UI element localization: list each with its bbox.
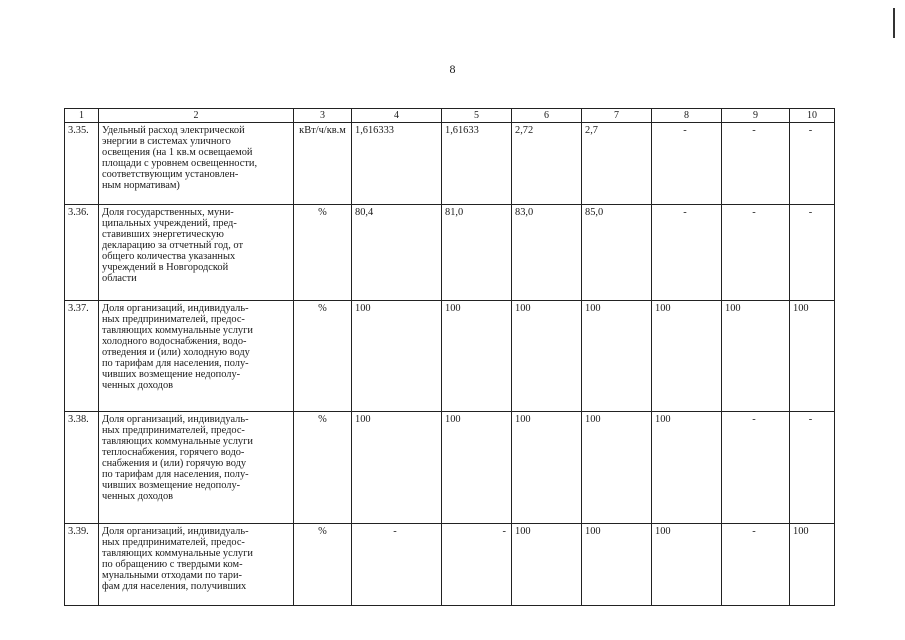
indicator-name-line: по тарифам для населения, полу- — [102, 469, 249, 480]
indicator-name-line: ных предпринимателей, предос- — [102, 425, 245, 436]
value-cell: 100 — [352, 301, 442, 412]
value-cell: - — [652, 205, 722, 301]
value-cell: 100 — [790, 301, 835, 412]
value-cell: 100 — [512, 301, 582, 412]
indicator-name-line: Доля организаций, индивидуаль- — [102, 526, 249, 537]
indicator-name-line: площади с уровнем освещенности, — [102, 158, 258, 169]
indicator-name-line: соответствующим установлен- — [102, 169, 239, 180]
unit-cell: % — [294, 205, 352, 301]
value-cell: 81,0 — [442, 205, 512, 301]
value-cell: - — [790, 123, 835, 205]
indicator-name-line: ципальных учреждений, пред- — [102, 218, 237, 229]
column-number: 7 — [582, 109, 652, 123]
value-cell: 2,7 — [582, 123, 652, 205]
indicator-name-line: фам для населения, получивших — [102, 581, 247, 592]
page-number: 8 — [449, 62, 456, 76]
indicator-name-line: ным нормативам) — [102, 180, 180, 191]
value-cell: 100 — [652, 301, 722, 412]
indicator-name-line: Доля государственных, муни- — [102, 207, 234, 218]
indicator-name-line: снабжения и (или) горячую воду — [102, 458, 247, 469]
value-cell: 100 — [652, 412, 722, 524]
value-cell: 100 — [442, 301, 512, 412]
table-row — [65, 205, 835, 301]
indicator-name-line: по обращению с твердыми ком- — [102, 559, 243, 570]
column-number: 1 — [65, 109, 99, 123]
unit-cell: % — [294, 301, 352, 412]
indicator-name-line: декларацию за отчетный год, от — [102, 240, 244, 251]
row-number: 3.39. — [65, 524, 99, 606]
indicator-name — [99, 123, 294, 205]
indicator-name-line: теплоснабжения, горячего водо- — [102, 447, 245, 458]
value-cell: 100 — [652, 524, 722, 606]
indicator-name-line: освещения (на 1 кв.м освещаемой — [102, 147, 253, 158]
column-number: 8 — [652, 109, 722, 123]
scan-edge-mark — [893, 8, 895, 38]
value-cell: 100 — [582, 524, 652, 606]
value-cell: 100 — [790, 524, 835, 606]
column-number: 9 — [722, 109, 790, 123]
row-number: 3.37. — [65, 301, 99, 412]
value-cell: 100 — [582, 412, 652, 524]
indicator-name-line: тавляющих коммунальные услуги — [102, 325, 253, 336]
indicator-name-line: по тарифам для населения, полу- — [102, 358, 249, 369]
row-number: 3.35. — [65, 123, 99, 205]
value-cell: 1,616333 — [352, 123, 442, 205]
indicator-name-line: ставивших энергетическую — [102, 229, 224, 240]
value-cell: 85,0 — [582, 205, 652, 301]
indicator-name-line: мунальными отходами по тари- — [102, 570, 243, 581]
indicator-name — [99, 301, 294, 412]
indicator-name-line: энергии в системах уличного — [102, 136, 231, 147]
unit-cell: % — [294, 524, 352, 606]
value-cell: 100 — [512, 524, 582, 606]
value-cell: - — [722, 412, 790, 524]
value-cell: - — [790, 205, 835, 301]
indicator-name-line: холодного водоснабжения, водо- — [102, 336, 247, 347]
column-number: 6 — [512, 109, 582, 123]
value-cell: 100 — [442, 412, 512, 524]
indicator-name-line: чивших возмещение недополу- — [102, 369, 241, 380]
indicator-name-line: Доля организаций, индивидуаль- — [102, 414, 249, 425]
value-cell: 100 — [722, 301, 790, 412]
column-number: 10 — [790, 109, 835, 123]
table-row — [65, 301, 835, 412]
value-cell: 100 — [352, 412, 442, 524]
indicator-name — [99, 205, 294, 301]
indicator-name-line: чивших возмещение недополу- — [102, 480, 241, 491]
unit-cell: % — [294, 412, 352, 524]
value-cell: 100 — [582, 301, 652, 412]
table-body — [65, 109, 835, 606]
unit-cell: кВт/ч/кв.м — [294, 123, 352, 205]
indicator-name-line: тавляющих коммунальные услуги — [102, 436, 253, 447]
indicator-name-line: Доля организаций, индивидуаль- — [102, 303, 249, 314]
value-cell: - — [442, 524, 512, 606]
column-number: 3 — [294, 109, 352, 123]
indicator-name-line: ных предпринимателей, предос- — [102, 537, 245, 548]
indicator-name-line: Удельный расход электрической — [102, 125, 245, 136]
value-cell: 2,72 — [512, 123, 582, 205]
table-row — [65, 412, 835, 524]
column-number: 5 — [442, 109, 512, 123]
value-cell: 100 — [512, 412, 582, 524]
value-cell: - — [722, 123, 790, 205]
row-number: 3.38. — [65, 412, 99, 524]
indicator-name-line: отведения и (или) холодную воду — [102, 347, 250, 358]
value-cell: - — [352, 524, 442, 606]
row-number: 3.36. — [65, 205, 99, 301]
value-cell: 80,4 — [352, 205, 442, 301]
indicator-name-line: области — [102, 273, 137, 284]
indicator-name-line: учреждений в Новгородской — [102, 262, 229, 273]
column-number: 4 — [352, 109, 442, 123]
value-cell: - — [722, 524, 790, 606]
indicator-name-line: ченных доходов — [102, 380, 174, 391]
indicators-table — [64, 108, 835, 606]
column-numbers-row — [65, 109, 835, 123]
indicator-name-line: тавляющих коммунальные услуги — [102, 548, 253, 559]
table-row — [65, 123, 835, 205]
value-cell: - — [652, 123, 722, 205]
value-cell: 83,0 — [512, 205, 582, 301]
indicator-name-line: общего количества указанных — [102, 251, 236, 262]
value-cell: 1,61633 — [442, 123, 512, 205]
value-cell: - — [722, 205, 790, 301]
column-number: 2 — [99, 109, 294, 123]
indicator-name-line: ченных доходов — [102, 491, 174, 502]
indicator-name — [99, 524, 294, 606]
indicator-name — [99, 412, 294, 524]
indicator-name-line: ных предпринимателей, предос- — [102, 314, 245, 325]
value-cell: - — [790, 412, 835, 524]
table-row — [65, 524, 835, 606]
